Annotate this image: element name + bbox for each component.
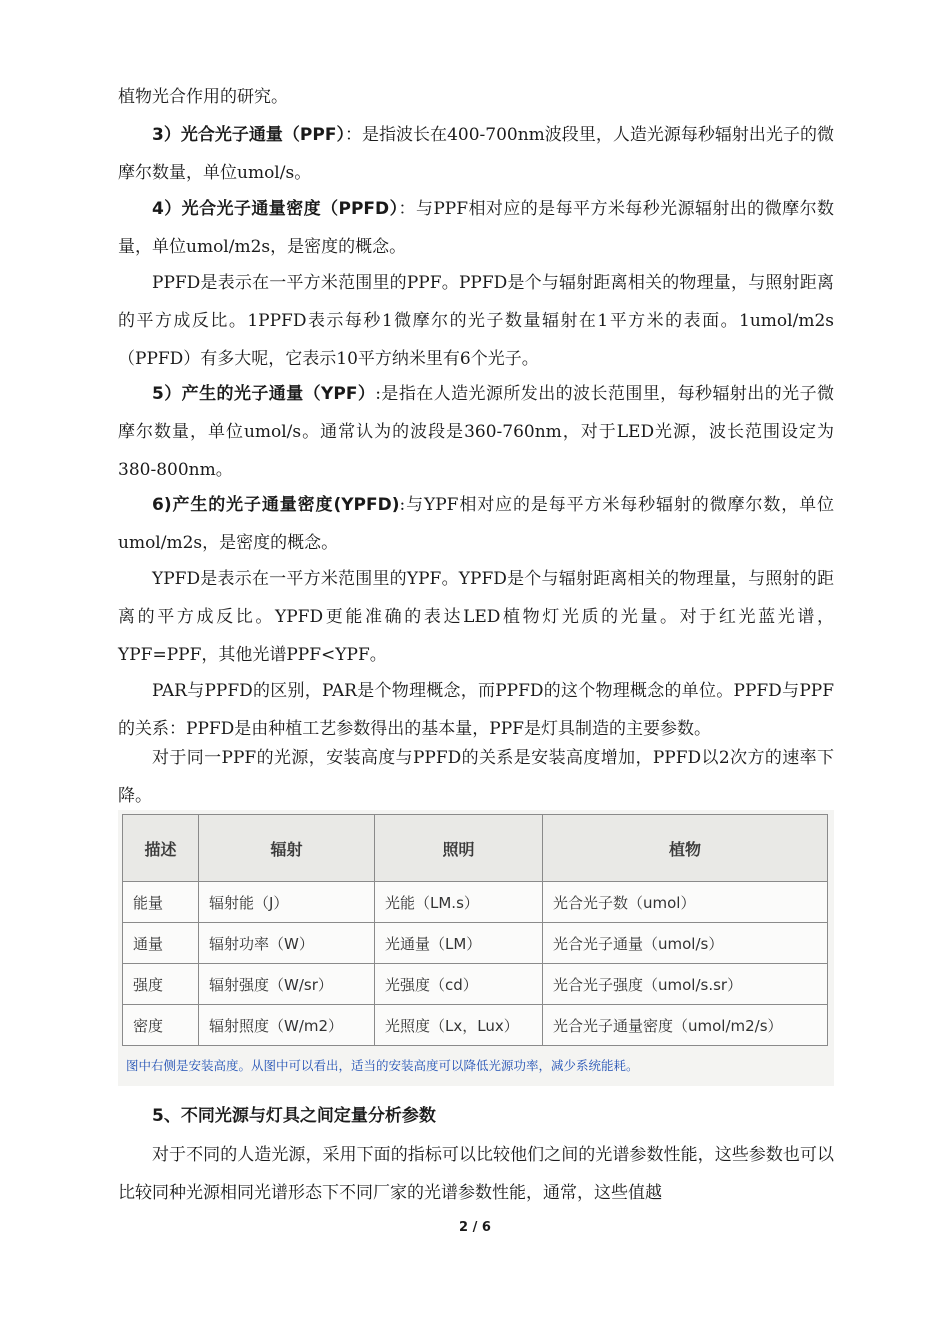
paragraph-continuation: 植物光合作用的研究。 bbox=[118, 87, 288, 107]
table-cell: 强度 bbox=[123, 964, 199, 1005]
paragraph-ypfd bbox=[118, 486, 834, 562]
header-lighting: 照明 bbox=[375, 815, 543, 882]
units-table-image bbox=[118, 810, 834, 1086]
table-row bbox=[123, 964, 828, 1005]
term-ypfd: 6)产生的光子通量密度(YPFD) bbox=[152, 495, 400, 515]
paragraph-ppfd bbox=[118, 190, 834, 266]
table-row bbox=[123, 1005, 828, 1046]
paragraph-ypfd-explain: YPFD是表示在一平方米范围里的YPF。YPFD是个与辐射距离相关的物理量，与照射的距离的平方成反比。YPFD更能准确的表达LED植物灯光质的光量。对于红光蓝光谱，YPF=PPF，其他光谱PPF<YPF。 bbox=[118, 569, 834, 665]
definition-ypf: :是指在人造光源所发出的波长范围里，每秒辐射出的光子微摩尔数量，单位umol/s。通常认为的波段是360-760nm，对于LED光源，波长范围设定为380-800nm。 bbox=[118, 384, 834, 480]
table-cell: 光照度（Lx，Lux） bbox=[375, 1005, 543, 1046]
table-cell: 通量 bbox=[123, 923, 199, 964]
paragraph-install-height: 对于同一PPF的光源，安装高度与PPFD的关系是安装高度增加，PPFD以2次方的速率下降。 bbox=[118, 748, 834, 806]
paragraph-par-ppfd: PAR与PPFD的区别，PAR是个物理概念，而PPFD的这个物理概念的单位。PPFD与PPF的关系：PPFD是由种植工艺参数得出的基本量，PPF是灯具制造的主要参数。 bbox=[118, 681, 834, 739]
paragraph-ypf bbox=[118, 375, 834, 489]
page-number: 2 / 6 bbox=[459, 1220, 491, 1235]
table-row bbox=[123, 923, 828, 964]
table-cell: 光合光子通量（umol/s） bbox=[543, 923, 828, 964]
paragraph-section5-intro: 对于不同的人造光源，采用下面的指标可以比较他们之间的光谱参数性能，这些参数也可以比较同种光源相同光谱形态下不同厂家的光谱参数性能，通常，这些值越 bbox=[118, 1145, 834, 1203]
definition-ppf: ：是指波长在400-700nm波段里，人造光源每秒辐射出光子的微摩尔数量，单位umol/s。 bbox=[118, 125, 834, 183]
table-header-row bbox=[123, 815, 828, 882]
header-description: 描述 bbox=[123, 815, 199, 882]
table-cell: 光通量（LM） bbox=[375, 923, 543, 964]
paragraph-ppf bbox=[118, 116, 834, 192]
table-cell: 光合光子数（umol） bbox=[543, 882, 828, 923]
table-cell: 光合光子通量密度（umol/m2/s） bbox=[543, 1005, 828, 1046]
header-plant: 植物 bbox=[543, 815, 828, 882]
table-cell: 辐射照度（W/m2） bbox=[199, 1005, 375, 1046]
section-heading: 5、不同光源与灯具之间定量分析参数 bbox=[152, 1106, 436, 1126]
definition-ppfd: ：与PPF相对应的是每平方米每秒光源辐射出的微摩尔数量，单位umol/m2s，是密度的概念。 bbox=[118, 199, 834, 257]
table-cell: 辐射能（J） bbox=[199, 882, 375, 923]
table-cell: 密度 bbox=[123, 1005, 199, 1046]
table-cell: 辐射强度（W/sr） bbox=[199, 964, 375, 1005]
term-ypf: 5）产生的光子通量（YPF） bbox=[152, 384, 376, 404]
paragraph-ppfd-explain: PPFD是表示在一平方米范围里的PPF。PPFD是个与辐射距离相关的物理量，与照射距离的平方成反比。1PPFD表示每秒1微摩尔的光子数量辐射在1平方米的表面。1umol/m2s（PPFD）有多大呢，它表示10平方纳米里有6个光子。 bbox=[118, 273, 834, 369]
table-cell: 光强度（cd） bbox=[375, 964, 543, 1005]
table-caption: 图中右侧是安装高度。从图中可以看出，适当的安装高度可以降低光源功率，减少系统能耗。 bbox=[126, 1058, 639, 1073]
term-ppfd: 4）光合光子通量密度（PPFD） bbox=[152, 199, 399, 219]
table-row bbox=[123, 882, 828, 923]
header-radiation: 辐射 bbox=[199, 815, 375, 882]
table-cell: 光能（LM.s） bbox=[375, 882, 543, 923]
definition-ypfd: :与YPF相对应的是每平方米每秒辐射的微摩尔数，单位umol/m2s，是密度的概念。 bbox=[118, 495, 834, 553]
table-cell: 辐射功率（W） bbox=[199, 923, 375, 964]
term-ppf: 3）光合光子通量（PPF） bbox=[152, 125, 345, 145]
table-cell: 能量 bbox=[123, 882, 199, 923]
table-cell: 光合光子强度（umol/s.sr） bbox=[543, 964, 828, 1005]
units-table bbox=[122, 814, 828, 1046]
